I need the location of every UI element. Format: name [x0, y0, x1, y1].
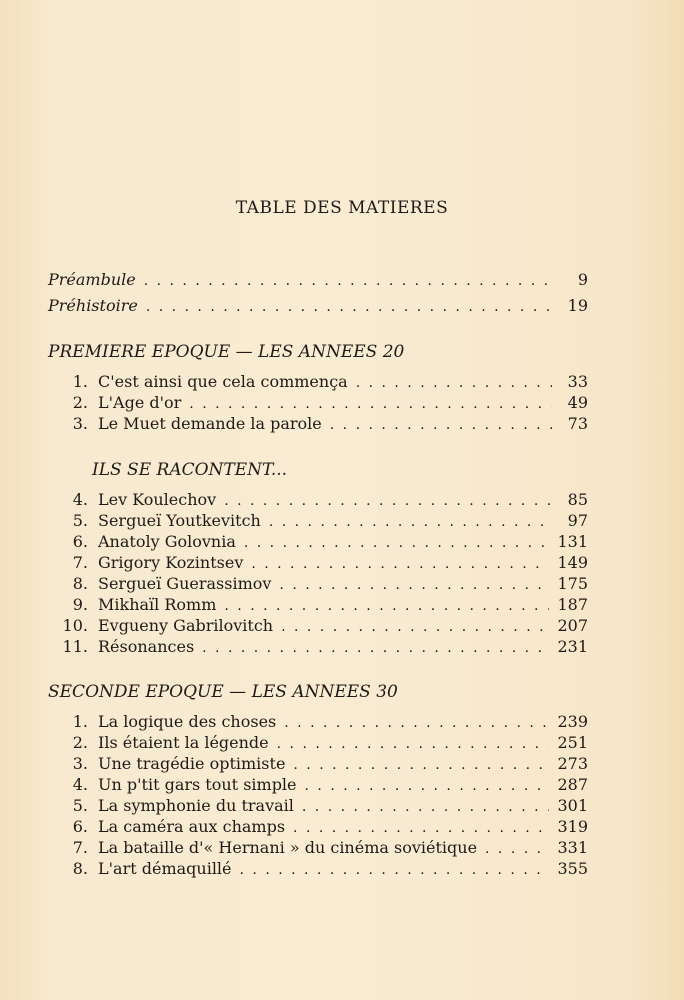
toc-entry	[48, 532, 588, 553]
toc-entry-number: 1.	[72, 372, 88, 391]
toc-entry	[48, 595, 588, 616]
toc-entry-number: 9.	[72, 595, 88, 614]
toc-entry-label: C'est ainsi que cela commença	[98, 372, 348, 391]
toc-entry-page: 231	[557, 637, 588, 656]
toc-entry-number: 5.	[72, 511, 88, 530]
toc-entry-page: 301	[557, 796, 588, 815]
toc-entry-page: 273	[557, 754, 588, 773]
toc-entry-label: La bataille d'« Hernani » du cinéma soviétique	[98, 838, 478, 857]
toc-entry-number: 10.	[62, 616, 88, 635]
toc-entry-page: 319	[557, 817, 588, 836]
dot-leader	[279, 577, 549, 593]
toc-entry-page: 239	[557, 712, 588, 731]
toc-entry-number: 1.	[72, 712, 88, 731]
dot-leader	[144, 273, 552, 289]
toc-entry-number: 4.	[72, 490, 88, 509]
toc-entry-label: Anatoly Golovnia	[98, 532, 236, 551]
toc-entry-label: La caméra aux champs	[98, 817, 286, 836]
dot-leader	[302, 799, 550, 815]
dot-leader	[146, 299, 552, 315]
toc-entry-page: 355	[557, 859, 588, 878]
toc-entry	[48, 838, 588, 859]
dot-leader	[251, 556, 549, 572]
toc-entry-preambule	[48, 270, 588, 291]
toc-entry-page: 19	[567, 296, 588, 315]
dot-leader	[224, 493, 552, 509]
toc-entry	[48, 553, 588, 574]
toc-entry-page: 73	[567, 414, 588, 433]
toc-entry-page: 131	[557, 532, 588, 551]
toc-entry	[48, 574, 588, 595]
dot-leader	[293, 757, 549, 773]
toc-entry-number: 4.	[72, 775, 88, 794]
toc-entry	[48, 796, 588, 817]
toc-entry-number: 7.	[72, 838, 88, 857]
toc-entry-page: 207	[557, 616, 588, 635]
dot-leader	[240, 862, 550, 878]
toc-entry-number: 8.	[72, 859, 88, 878]
toc-entry-number: 2.	[72, 393, 88, 412]
toc-entry-page: 149	[557, 553, 588, 572]
toc-entry-number: 2.	[72, 733, 88, 752]
dot-leader	[277, 736, 550, 752]
toc-entry-page: 175	[557, 574, 588, 593]
toc-entry-page: 49	[567, 393, 588, 412]
toc-entry-number: 8.	[72, 574, 88, 593]
dot-leader	[485, 841, 549, 857]
toc-entry	[48, 414, 588, 435]
dot-leader	[224, 598, 549, 614]
toc-entry	[48, 393, 588, 414]
toc-entry-label: Résonances	[98, 637, 195, 656]
toc-entry	[48, 616, 588, 637]
dot-leader	[269, 514, 552, 530]
toc-entry	[48, 372, 588, 393]
dot-leader	[293, 820, 549, 836]
toc-entry-label: Préambule	[48, 270, 136, 289]
toc-entry-number: 3.	[72, 414, 88, 433]
toc-entry	[48, 637, 588, 658]
toc-entry-label: L'Age d'or	[98, 393, 182, 412]
toc-entry-label: Mikhaïl Romm	[98, 595, 217, 614]
toc-entry-page: 85	[567, 490, 588, 509]
toc-entry-label: Le Muet demande la parole	[98, 414, 322, 433]
toc-entry-label: L'art démaquillé	[98, 859, 232, 878]
toc-entry-number: 6.	[72, 817, 88, 836]
toc-entry-page: 287	[557, 775, 588, 794]
toc-entry	[48, 733, 588, 754]
dot-leader	[202, 640, 549, 656]
toc-entry	[48, 754, 588, 775]
toc-entry-label: Lev Koulechov	[98, 490, 217, 509]
toc-entry-page: 97	[567, 511, 588, 530]
section-heading-epoch1: PREMIERE EPOQUE — LES ANNEES 20	[48, 342, 405, 362]
toc-entry	[48, 817, 588, 838]
toc-entry-label: La logique des choses	[98, 712, 277, 731]
dot-leader	[330, 417, 552, 433]
subsection-heading: ILS SE RACONTENT...	[92, 460, 288, 480]
toc-entry-number: 5.	[72, 796, 88, 815]
toc-entry	[48, 490, 588, 511]
toc-entry-label: Une tragédie optimiste	[98, 754, 286, 773]
toc-entry-label: Grigory Kozintsev	[98, 553, 244, 572]
toc-entry-label: Sergueï Youtkevitch	[98, 511, 261, 530]
dot-leader	[244, 535, 550, 551]
toc-entry-number: 7.	[72, 553, 88, 572]
toc-entry-page: 251	[557, 733, 588, 752]
toc-entry-label: Préhistoire	[48, 296, 138, 315]
dot-leader	[305, 778, 550, 794]
dot-leader	[281, 619, 549, 635]
toc-entry-label: Evgueny Gabrilovitch	[98, 616, 274, 635]
toc-entry-page: 33	[567, 372, 588, 391]
toc-entry-label: Ils étaient la légende	[98, 733, 269, 752]
toc-entry	[48, 712, 588, 733]
section-heading-epoch2: SECONDE EPOQUE — LES ANNEES 30	[48, 682, 398, 702]
dot-leader	[189, 396, 552, 412]
toc-entry-number: 11.	[62, 637, 88, 656]
toc-entry	[48, 859, 588, 880]
dot-leader	[356, 375, 552, 391]
toc-entry-number: 6.	[72, 532, 88, 551]
page-title: TABLE DES MATIERES	[235, 198, 449, 218]
toc-entry-page: 187	[557, 595, 588, 614]
toc-entry	[48, 775, 588, 796]
toc-entry	[48, 511, 588, 532]
toc-entry-label: Sergueï Guerassimov	[98, 574, 272, 593]
toc-entry-label: La symphonie du travail	[98, 796, 294, 815]
toc-entry-number: 3.	[72, 754, 88, 773]
toc-entry-page: 331	[557, 838, 588, 857]
toc-entry-label: Un p'tit gars tout simple	[98, 775, 297, 794]
dot-leader	[284, 715, 549, 731]
toc-entry-page: 9	[577, 270, 588, 289]
toc-entry-prehistoire	[48, 296, 588, 317]
